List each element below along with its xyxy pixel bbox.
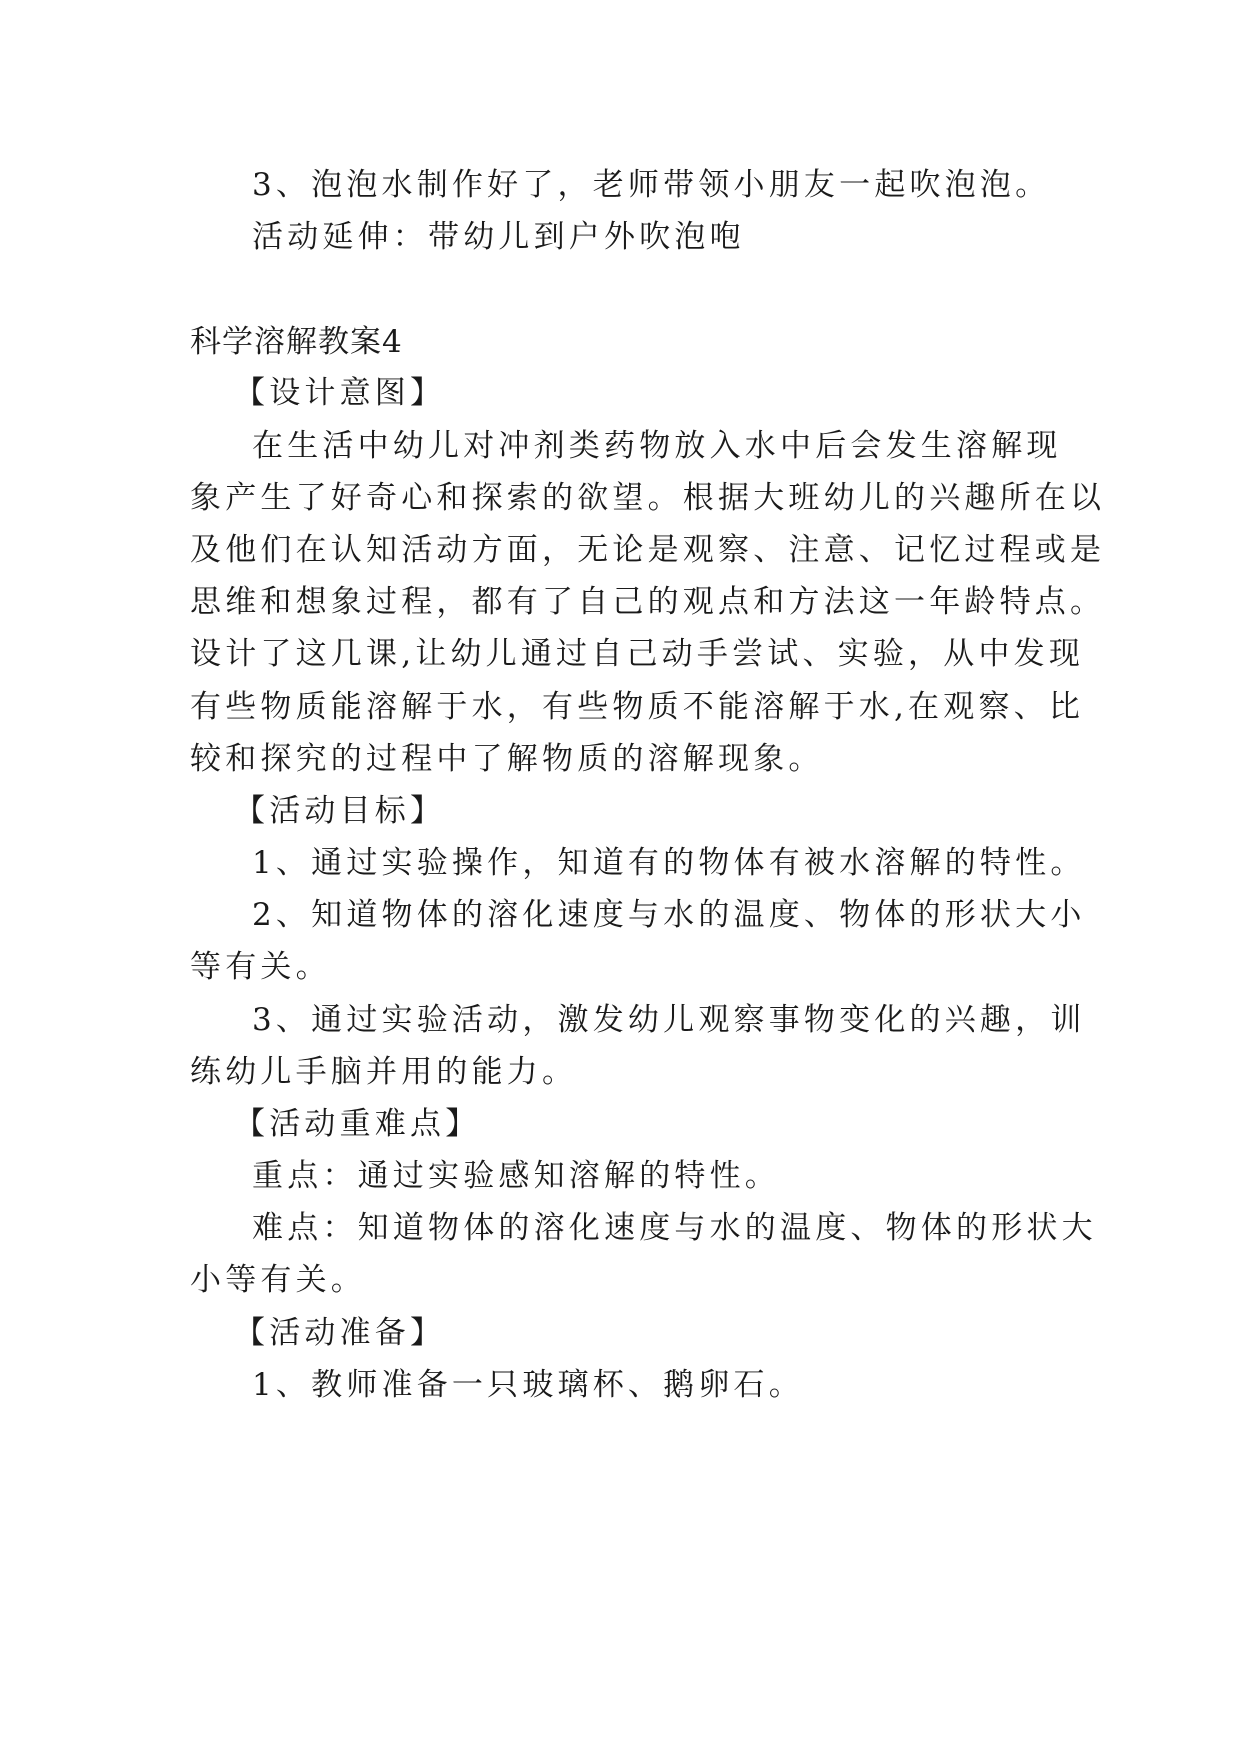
goal-item-1: 1、通过实验操作，知道有的物体有被水溶解的特性。 — [252, 845, 1086, 881]
paragraph-extension: 活动延伸：带幼儿到户外吹泡咆 — [252, 219, 745, 255]
paragraph-line: 设计了这几课,让幼儿通过自己动手尝试、实验，从中发现 — [190, 636, 1085, 672]
paragraph-line: 有些物质能溶解于水，有些物质不能溶解于水,在观察、比 — [190, 689, 1085, 725]
paragraph-line: 较和探究的过程中了解物质的溶解现象。 — [190, 741, 824, 777]
paragraph-line: 在生活中幼儿对冲剂类药物放入水中后会发生溶解现 — [252, 428, 1062, 464]
preparation-item-1: 1、教师准备一只玻璃杯、鹅卵石。 — [252, 1367, 804, 1403]
difficult-point: 难点：知道物体的溶化速度与水的温度、物体的形状大 — [252, 1210, 1097, 1246]
goal-item-2: 2、知道物体的溶化速度与水的温度、物体的形状大小 — [252, 897, 1086, 933]
heading-design-intent: 【设计意图】 — [234, 375, 446, 411]
key-point: 重点：通过实验感知溶解的特性。 — [252, 1158, 780, 1194]
paragraph-line: 象产生了好奇心和探索的欲望。根据大班幼儿的兴趣所在以 — [190, 480, 1106, 516]
goal-item-2-cont: 等有关。 — [190, 949, 331, 985]
paragraph-step-3: 3、泡泡水制作好了，老师带领小朋友一起吹泡泡。 — [252, 167, 1051, 203]
paragraph-line: 及他们在认知活动方面，无论是观察、注意、记忆过程或是 — [190, 532, 1106, 568]
section-title: 科学溶解教案4 — [190, 324, 403, 360]
goal-item-3: 3、通过实验活动，激发幼儿观察事物变化的兴趣，训 — [252, 1002, 1086, 1038]
difficult-point-cont: 小等有关。 — [190, 1262, 366, 1298]
heading-key-points: 【活动重难点】 — [234, 1106, 481, 1142]
heading-preparation: 【活动准备】 — [234, 1315, 446, 1351]
goal-item-3-cont: 练幼儿手脑并用的能力。 — [190, 1054, 578, 1090]
paragraph-line: 思维和想象过程，都有了自己的观点和方法这一年龄特点。 — [190, 584, 1106, 620]
heading-activity-goals: 【活动目标】 — [234, 793, 446, 829]
